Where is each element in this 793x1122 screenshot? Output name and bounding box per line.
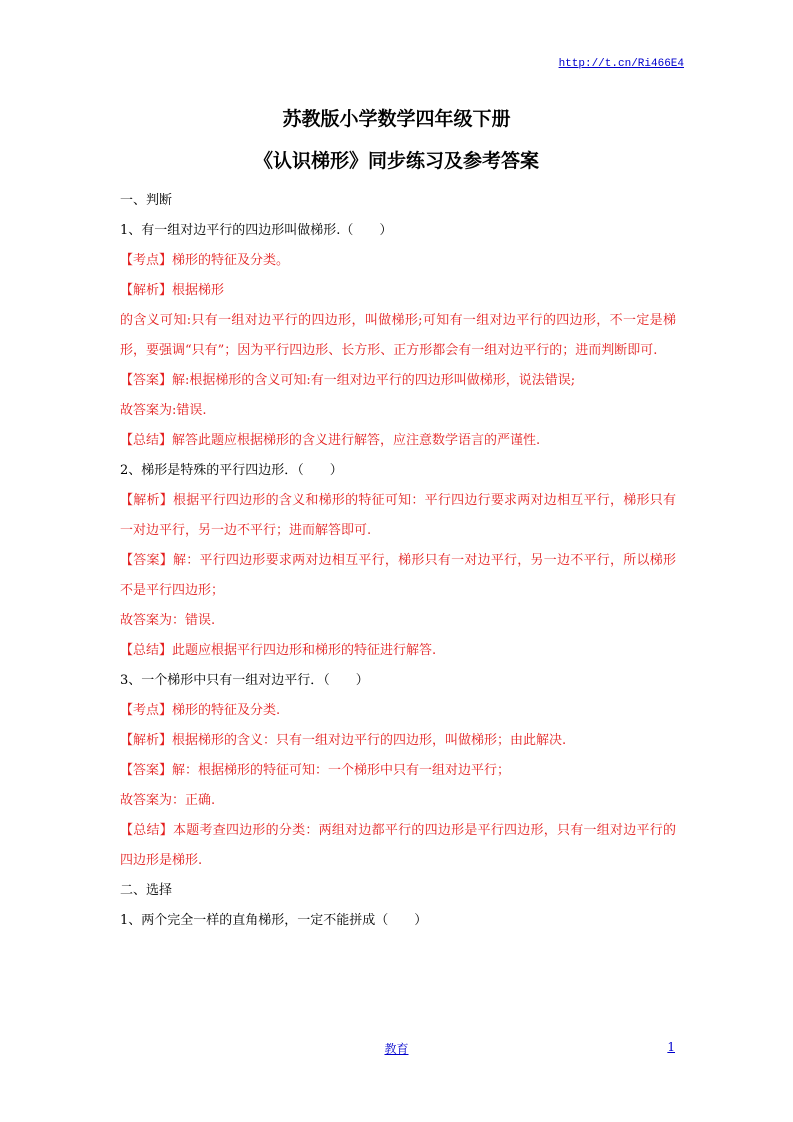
q1-summary: 【总结】解答此题应根据梯形的含义进行解答，应注意数学语言的严谨性.	[120, 433, 541, 448]
q2-answer: 【答案】解：平行四边形要求两对边相互平行，梯形只有一对边平行，另一边不平行，所以梯形不是平行四边形；	[120, 553, 676, 598]
document-title: 苏教版小学数学四年级下册	[282, 108, 511, 130]
q2-jiexi: 【解析】根据平行四边形的含义和梯形的特征可知：平行四边行要求两对边相互平行，梯形只有一对边平行，另一边不平行；进而解答即可.	[120, 493, 676, 538]
q1-jiexi-label: 【解析】根据梯形	[120, 283, 225, 298]
footer-link[interactable]: 教育	[384, 1042, 409, 1056]
q2-summary: 【总结】此题应根据平行四边形和梯形的特征进行解答.	[120, 643, 437, 658]
question-2: 2、梯形是特殊的平行四边形．（ ）	[120, 463, 343, 478]
q1-answer: 【答案】解:根据梯形的含义可知:有一组对边平行的四边形叫做梯形，说法错误;	[120, 373, 576, 388]
q2-answer-result: 故答案为：错误.	[120, 613, 216, 628]
page-number: 1	[667, 1040, 675, 1054]
q3-kaodian: 【考点】梯形的特征及分类.	[120, 703, 281, 718]
q1-kaodian: 【考点】梯形的特征及分类。	[120, 253, 290, 268]
section-heading-choice: 二、选择	[120, 883, 173, 898]
question-1: 1、有一组对边平行的四边形叫做梯形.（ ）	[120, 223, 393, 238]
q3-answer-result: 故答案为：正确.	[120, 793, 216, 808]
header-url-link[interactable]: http://t.cn/Ri466E4	[558, 58, 684, 70]
q3-summary: 【总结】本题考查四边形的分类：两组对边都平行的四边形是平行四边形，只有一组对边平行的四边形是梯形.	[120, 823, 676, 868]
q1-jiexi-body: 的含义可知:只有一组对边平行的四边形，叫做梯形;可知有一组对边平行的四边形，不一定是梯形，要强调“只有”；因为平行四边形、长方形、正方形都会有一组对边平行的；进而判断即可.	[120, 313, 676, 358]
choice-question-1: 1、两个完全一样的直角梯形，一定不能拼成（ ）	[120, 913, 428, 928]
document-body	[120, 186, 676, 936]
document-subtitle: 《认识梯形》同步练习及参考答案	[253, 150, 539, 172]
q3-jiexi: 【解析】根据梯形的含义：只有一组对边平行的四边形，叫做梯形；由此解决.	[120, 733, 567, 748]
section-heading-judge: 一、判断	[120, 193, 173, 208]
q1-answer-result: 故答案为:错误.	[120, 403, 207, 418]
q3-answer: 【答案】解：根据梯形的特征可知：一个梯形中只有一组对边平行；	[120, 763, 511, 778]
question-3: 3、一个梯形中只有一组对边平行．（ ）	[120, 673, 369, 688]
